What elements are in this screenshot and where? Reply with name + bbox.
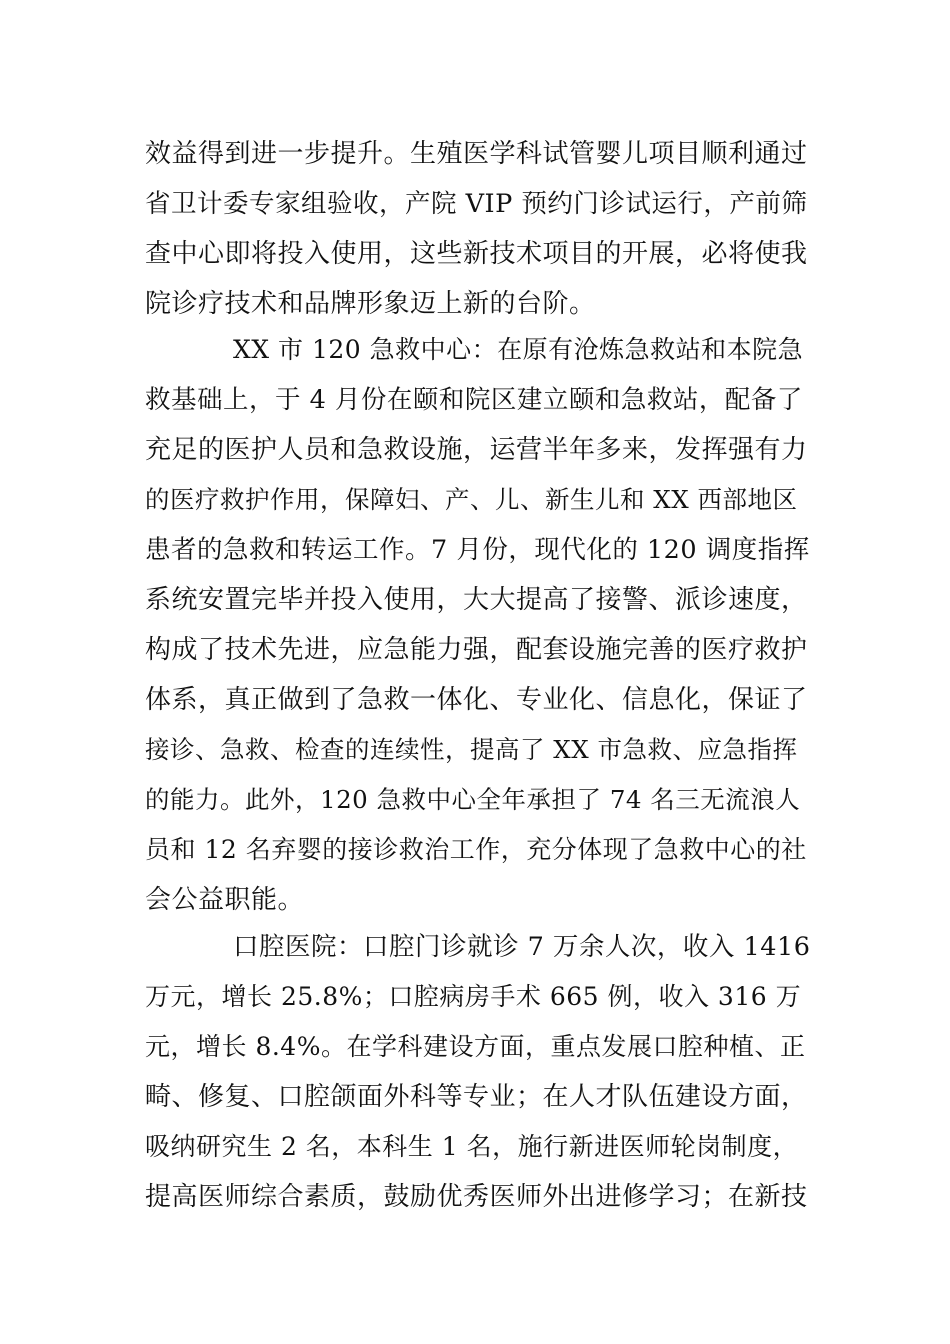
text-line: 院诊疗技术和品牌形象迈上新的台阶。 (145, 289, 596, 319)
text-line: 口腔医院：口腔门诊就诊 7 万余人次，收入 1416 (233, 932, 811, 962)
text-line: 畸、修复、口腔颌面外科等专业；在人才队伍建设方面， (145, 1082, 808, 1112)
text-line: 充足的医护人员和急救设施，运营半年多来，发挥强有力 (145, 435, 808, 465)
paragraph-1 (145, 129, 810, 329)
text-line: 效益得到进一步提升。生殖医学科试管婴儿项目顺利通过 (145, 139, 808, 169)
text-line: 查中心即将投入使用，这些新技术项目的开展，必将使我 (145, 239, 808, 269)
text-line: 救基础上，于 4 月份在颐和院区建立颐和急救站，配备了 (145, 385, 803, 415)
text-line: 系统安置完毕并投入使用，大大提高了接警、派诊速度， (145, 585, 808, 615)
paragraph-stomatology-hospital (145, 922, 810, 1222)
text-line: 接诊、急救、检查的连续性，提高了 XX 市急救、应急指挥 (145, 735, 798, 764)
text-line: 提高医师综合素质，鼓励优秀医师外出进修学习；在新技 (145, 1182, 808, 1212)
text-line: 万元，增长 25.8%；口腔病房手术 665 例，收入 316 万 (145, 982, 802, 1011)
text-line: 患者的急救和转运工作。7 月份，现代化的 120 调度指挥 (145, 535, 810, 565)
text-line: XX 市 120 急救中心：在原有沧炼急救站和本院急 (233, 335, 804, 364)
text-line: 体系，真正做到了急救一体化、专业化、信息化，保证了 (145, 685, 808, 715)
text-line: 员和 12 名弃婴的接诊救治工作，充分体现了急救中心的社 (145, 835, 807, 864)
text-line: 的医疗救护作用，保障妇、产、儿、新生儿和 XX 西部地区 (145, 485, 798, 514)
text-line: 元，增长 8.4%。在学科建设方面，重点发展口腔种植、正 (145, 1032, 806, 1061)
text-line: 省卫计委专家组验收，产院 VIP 预约门诊试运行，产前筛 (145, 189, 808, 219)
paragraph-120-emergency-center (145, 325, 810, 925)
text-line: 吸纳研究生 2 名，本科生 1 名，施行新进医师轮岗制度， (145, 1132, 799, 1161)
text-line: 构成了技术先进，应急能力强，配套设施完善的医疗救护 (145, 635, 808, 665)
text-line: 会公益职能。 (145, 885, 305, 915)
text-line: 的能力。此外，120 急救中心全年承担了 74 名三无流浪人 (145, 785, 801, 814)
